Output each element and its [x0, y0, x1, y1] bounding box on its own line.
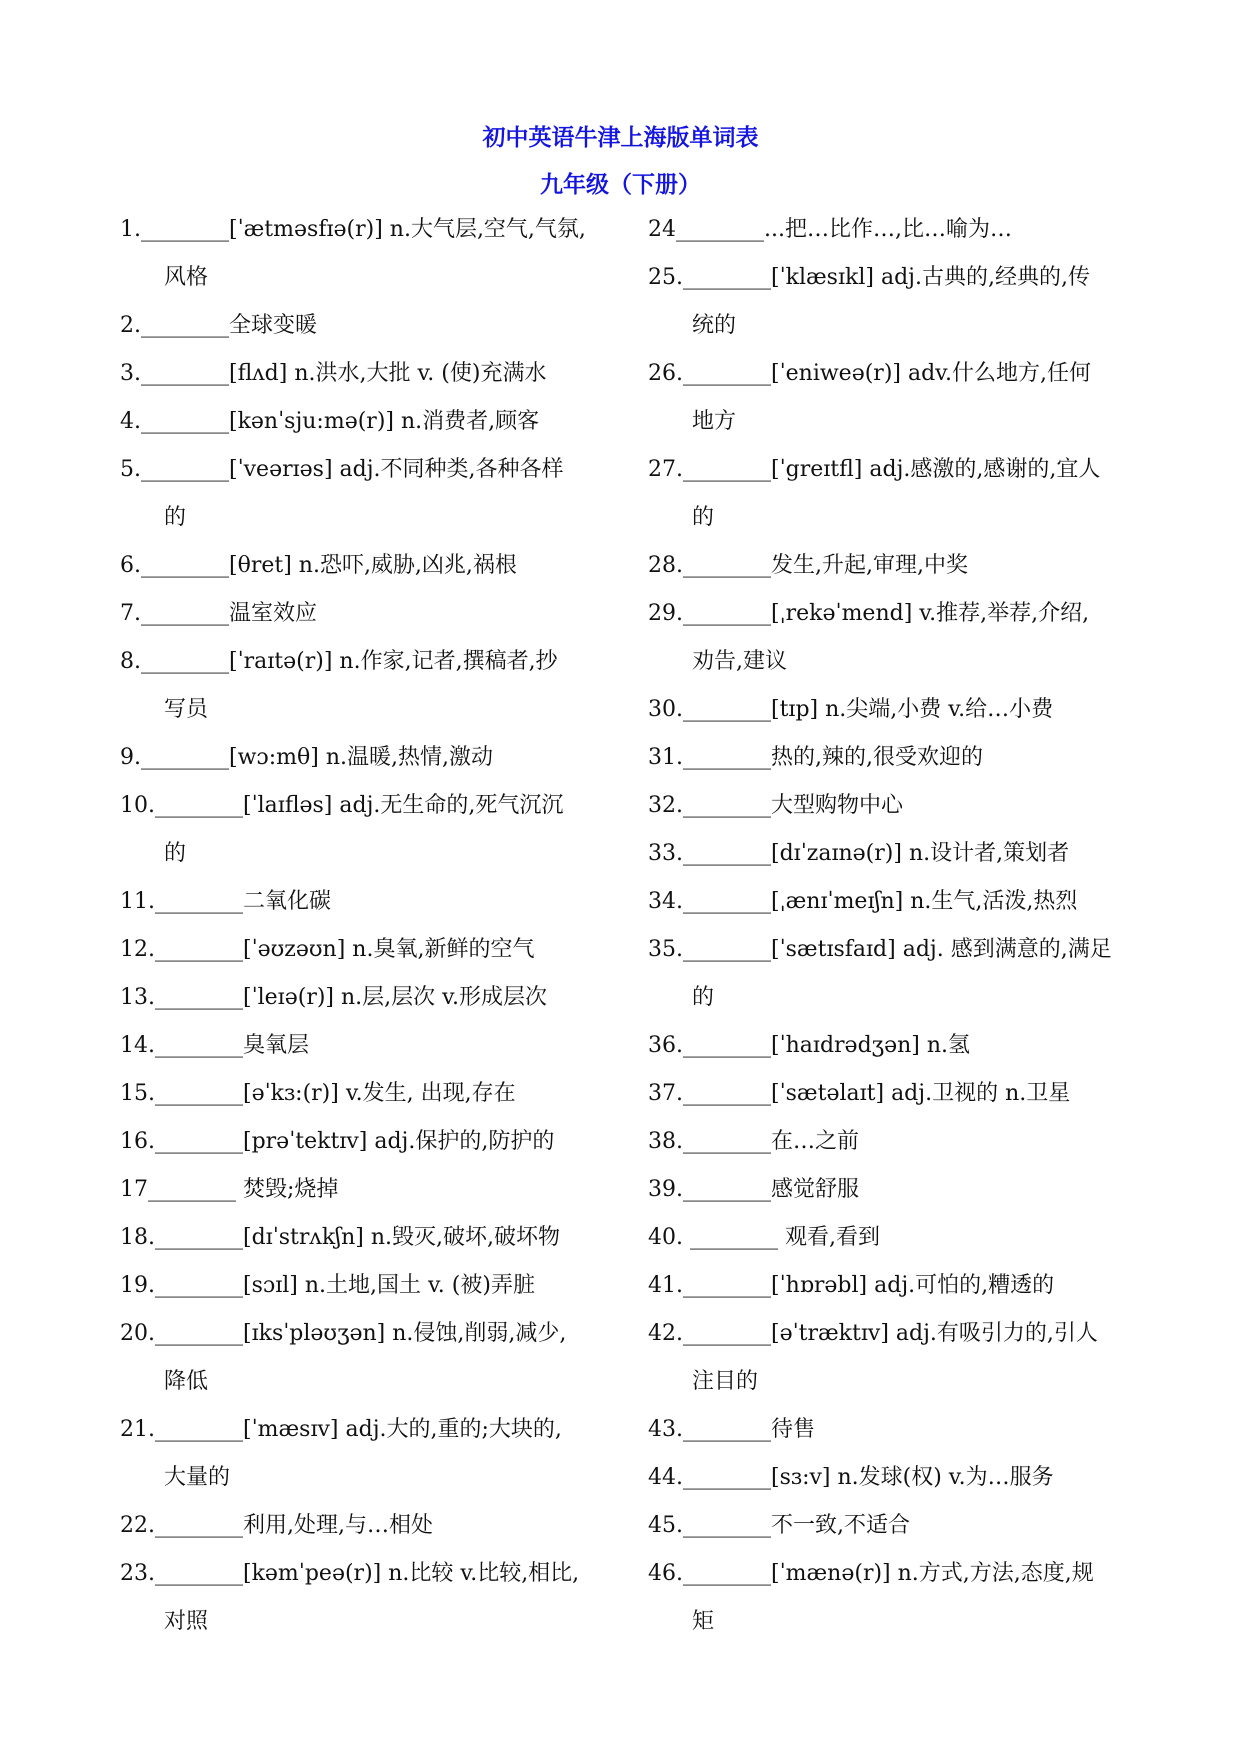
answer-blank: ________ [155, 1417, 243, 1442]
vocab-number: 1. [120, 217, 141, 242]
vocab-definition: [ˌrekəˈmend] v.推荐,举荐,介绍, [771, 601, 1090, 626]
vocab-line [120, 1550, 610, 1598]
vocab-entry [120, 350, 610, 398]
vocab-entry [648, 734, 1138, 782]
answer-blank: ________ [155, 1513, 243, 1538]
vocab-line [120, 1262, 610, 1310]
vocab-definition: [ˈveərɪəs] adj.不同种类,各种各样 [229, 457, 564, 482]
answer-blank: ________ [683, 601, 771, 626]
vocab-number: 30. [648, 697, 683, 722]
vocab-definition: [sɜ:v] n.发球(权) v.为…服务 [771, 1465, 1054, 1490]
vocab-line [120, 974, 610, 1022]
vocab-line [648, 254, 1138, 302]
vocab-entry [648, 1262, 1138, 1310]
vocab-number: 20. [120, 1321, 155, 1346]
vocab-line [648, 1022, 1138, 1070]
vocab-number: 4. [120, 409, 141, 434]
vocab-number: 14. [120, 1033, 155, 1058]
vocab-definition: [ˈraɪtə(r)] n.作家,记者,撰稿者,抄 [229, 649, 558, 674]
vocab-definition-continued: 矩 [692, 1609, 715, 1634]
answer-blank: ________ [683, 1321, 771, 1346]
vocab-line [120, 398, 610, 446]
answer-blank: ________ [683, 1465, 771, 1490]
answer-blank: ________ [683, 553, 771, 578]
vocab-line [120, 734, 610, 782]
answer-blank: ________ [155, 1273, 243, 1298]
vocab-definition-continued: 的 [692, 505, 715, 530]
vocab-entry [648, 782, 1138, 830]
vocab-entry [648, 542, 1138, 590]
vocab-definition-continued: 劝告,建议 [692, 649, 787, 674]
vocab-line [648, 206, 1138, 254]
vocab-entry [120, 1310, 610, 1406]
vocab-line [120, 542, 610, 590]
vocab-number: 25. [648, 265, 683, 290]
answer-blank: ________ [683, 841, 771, 866]
answer-blank: ________ [683, 1513, 771, 1538]
vocab-entry [120, 446, 610, 542]
vocab-definition: [ˈmænə(r)] n.方式,方法,态度,规 [771, 1561, 1094, 1586]
vocab-line [648, 1406, 1138, 1454]
vocab-entry [648, 254, 1138, 350]
vocab-entry [648, 686, 1138, 734]
answer-blank: ________ [676, 217, 764, 242]
vocab-entry [648, 878, 1138, 926]
vocab-line [648, 830, 1138, 878]
answer-blank: ________ [689, 1225, 778, 1250]
vocab-entry [120, 878, 610, 926]
vocab-line [120, 638, 610, 686]
vocab-line [120, 1214, 610, 1262]
vocab-definition: [wɔ:mθ] n.温暖,热情,激动 [229, 745, 493, 770]
vocab-line [648, 1166, 1138, 1214]
vocab-definition: [flʌd] n.洪水,大批 v. (使)充满水 [229, 361, 547, 386]
vocab-line [120, 590, 610, 638]
answer-blank: ________ [683, 889, 771, 914]
right-column [648, 206, 1138, 1646]
document-title: 初中英语牛津上海版单词表 [482, 125, 759, 151]
answer-blank: ________ [683, 361, 771, 386]
vocab-number: 18. [120, 1225, 155, 1250]
answer-blank: ________ [141, 601, 229, 626]
answer-blank: ________ [155, 1033, 243, 1058]
vocab-entry [120, 542, 610, 590]
vocab-definition: 全球变暖 [229, 313, 318, 338]
vocab-definition: 不一致,不适合 [771, 1513, 910, 1538]
vocab-entry [120, 206, 610, 302]
vocab-line [120, 1310, 610, 1358]
vocab-definition: [ˈsætɪsfaɪd] adj. 感到满意的,满足 [771, 937, 1112, 962]
vocab-definition: [dɪˈstrʌkʃn] n.毁灭,破坏,破坏物 [243, 1225, 561, 1250]
vocab-number: 27. [648, 457, 683, 482]
answer-blank: ________ [141, 361, 229, 386]
vocab-definition: [ˈmæsɪv] adj.大的,重的;大块的, [243, 1417, 562, 1442]
vocab-entry [120, 974, 610, 1022]
vocab-entry [648, 350, 1138, 446]
answer-blank: ________ [141, 409, 229, 434]
vocab-number: 41. [648, 1273, 683, 1298]
vocab-definition: [əˈkɜ:(r)] v.发生, 出现,存在 [243, 1081, 516, 1106]
vocab-entry [120, 1166, 610, 1214]
vocab-line [120, 1406, 610, 1454]
vocab-number: 13. [120, 985, 155, 1010]
vocab-number: 23. [120, 1561, 155, 1586]
answer-blank: ________ [683, 793, 771, 818]
vocab-entry [120, 1406, 610, 1502]
vocab-number: 31. [648, 745, 683, 770]
answer-blank: ________ [683, 1417, 771, 1442]
answer-blank: ________ [141, 553, 229, 578]
vocab-definition: [ˌænɪˈmeɪʃn] n.生气,活泼,热烈 [771, 889, 1078, 914]
vocab-number: 35. [648, 937, 683, 962]
vocab-definition: 大型购物中心 [771, 793, 904, 818]
vocab-definition: 利用,处理,与…相处 [243, 1513, 433, 1538]
vocab-definition: [dɪˈzaɪnə(r)] n.设计者,策划者 [771, 841, 1070, 866]
vocab-definition: [prəˈtektɪv] adj.保护的,防护的 [243, 1129, 555, 1154]
vocab-definition: [ˈhaɪdrədʒən] n.氢 [771, 1033, 970, 1058]
vocab-line [648, 1070, 1138, 1118]
answer-blank: ________ [155, 1081, 243, 1106]
vocab-line [648, 1550, 1138, 1598]
vocab-definition: 焚毁;烧掉 [236, 1177, 339, 1202]
vocab-entry [648, 1550, 1138, 1646]
answer-blank: ________ [683, 745, 771, 770]
vocab-definition-continued: 大量的 [164, 1465, 231, 1490]
vocab-entry [648, 1454, 1138, 1502]
vocab-line [120, 1502, 610, 1550]
answer-blank: ________ [683, 1081, 771, 1106]
vocab-line [120, 1022, 610, 1070]
vocab-definition: [ˈgreɪtfl] adj.感激的,感谢的,宜人 [771, 457, 1101, 482]
vocab-entry [120, 1262, 610, 1310]
answer-blank: ________ [141, 457, 229, 482]
vocab-number: 15. [120, 1081, 155, 1106]
vocab-definition: ...把…比作…,比…喻为… [764, 217, 1012, 242]
vocab-line [120, 206, 610, 254]
answer-blank: ________ [683, 937, 771, 962]
answer-blank: ________ [141, 649, 229, 674]
answer-blank: ________ [148, 1177, 236, 1202]
vocab-entry [120, 1550, 610, 1646]
vocab-entry [120, 734, 610, 782]
vocab-entry [648, 1502, 1138, 1550]
answer-blank: ________ [155, 793, 243, 818]
vocab-number: 5. [120, 457, 141, 482]
vocab-entry [120, 1214, 610, 1262]
vocab-definition: [kəmˈpeə(r)] n.比较 v.比较,相比, [243, 1561, 580, 1586]
vocab-definition-continued: 的 [164, 505, 187, 530]
vocab-number: 37. [648, 1081, 683, 1106]
answer-blank: ________ [683, 1129, 771, 1154]
answer-blank: ________ [155, 985, 243, 1010]
answer-blank: ________ [683, 697, 771, 722]
answer-blank: ________ [155, 1321, 243, 1346]
vocab-line [120, 446, 610, 494]
vocab-entry [648, 926, 1138, 1022]
vocab-line [120, 1118, 610, 1166]
vocab-number: 26. [648, 361, 683, 386]
vocab-line [648, 1502, 1138, 1550]
vocab-line [648, 878, 1138, 926]
left-column [120, 206, 610, 1646]
vocab-line [648, 1262, 1138, 1310]
answer-blank: ________ [683, 457, 771, 482]
vocab-entry [648, 1022, 1138, 1070]
vocab-definition-continued: 降低 [164, 1369, 209, 1394]
vocab-definition: [kənˈsju:mə(r)] n.消费者,顾客 [229, 409, 540, 434]
vocab-number: 29. [648, 601, 683, 626]
vocab-number: 7. [120, 601, 141, 626]
vocab-line [648, 782, 1138, 830]
vocab-entry [648, 590, 1138, 686]
answer-blank: ________ [683, 1273, 771, 1298]
vocab-line [648, 446, 1138, 494]
vocab-definition: 温室效应 [229, 601, 318, 626]
vocab-definition: [əˈtræktɪv] adj.有吸引力的,引人 [771, 1321, 1098, 1346]
vocab-entry [120, 782, 610, 878]
vocab-number: 39. [648, 1177, 683, 1202]
vocab-definition: [sɔɪl] n.土地,国土 v. (被)弄脏 [243, 1273, 535, 1298]
vocab-number: 44. [648, 1465, 683, 1490]
vocab-line [648, 350, 1138, 398]
vocab-line [648, 1118, 1138, 1166]
vocab-entry [648, 1070, 1138, 1118]
vocab-number: 10. [120, 793, 155, 818]
answer-blank: ________ [155, 889, 243, 914]
answer-blank: ________ [683, 265, 771, 290]
vocab-line [648, 686, 1138, 734]
vocab-number: 28. [648, 553, 683, 578]
vocab-definition-continued: 注目的 [692, 1369, 759, 1394]
vocab-definition: 待售 [771, 1417, 816, 1442]
vocab-line [120, 350, 610, 398]
vocab-number: 33. [648, 841, 683, 866]
vocab-line [120, 926, 610, 974]
vocab-definition: 热的,辣的,很受欢迎的 [771, 745, 983, 770]
vocab-number: 11. [120, 889, 155, 914]
vocab-line [648, 734, 1138, 782]
vocab-number: 24 [648, 217, 676, 242]
vocab-line [648, 1454, 1138, 1502]
vocab-line [648, 542, 1138, 590]
vocab-line [120, 1166, 610, 1214]
vocab-definition-continued: 风格 [164, 265, 209, 290]
vocab-number: 16. [120, 1129, 155, 1154]
vocab-number: 12. [120, 937, 155, 962]
vocab-definition-continued: 对照 [164, 1609, 209, 1634]
vocab-number: 22. [120, 1513, 155, 1538]
vocab-definition: 在…之前 [771, 1129, 860, 1154]
vocab-entry [648, 1214, 1138, 1262]
vocab-line [648, 1310, 1138, 1358]
vocab-line [120, 1070, 610, 1118]
vocab-entry [120, 926, 610, 974]
vocab-line [120, 878, 610, 926]
vocab-definition: 发生,升起,审理,中奖 [771, 553, 968, 578]
answer-blank: ________ [683, 1177, 771, 1202]
vocab-definition: 臭氧层 [243, 1033, 310, 1058]
answer-blank: ________ [683, 1033, 771, 1058]
vocab-entry [120, 398, 610, 446]
vocab-number: 38. [648, 1129, 683, 1154]
answer-blank: ________ [141, 217, 229, 242]
vocab-entry [648, 1166, 1138, 1214]
vocab-number: 8. [120, 649, 141, 674]
vocab-definition-continued: 写员 [164, 697, 209, 722]
vocab-definition-continued: 地方 [692, 409, 737, 434]
vocab-number: 34. [648, 889, 683, 914]
vocab-definition: [ɪksˈpləʊʒən] n.侵蚀,削弱,减少, [243, 1321, 567, 1346]
vocab-definition: [ˈsætəlaɪt] adj.卫视的 n.卫星 [771, 1081, 1071, 1106]
vocab-definition: [θret] n.恐吓,威胁,凶兆,祸根 [229, 553, 517, 578]
vocab-definition: [ˈəʊzəʊn] n.臭氧,新鲜的空气 [243, 937, 535, 962]
vocab-number: 45. [648, 1513, 683, 1538]
vocab-number: 17 [120, 1177, 148, 1202]
vocab-definition-continued: 的 [164, 841, 187, 866]
vocab-number: 32. [648, 793, 683, 818]
vocab-number: 36. [648, 1033, 683, 1058]
vocab-entry [120, 1502, 610, 1550]
answer-blank: ________ [141, 313, 229, 338]
vocab-number: 9. [120, 745, 141, 770]
answer-blank: ________ [683, 1561, 771, 1586]
vocab-definition: 观看,看到 [777, 1225, 880, 1250]
vocab-entry [648, 1118, 1138, 1166]
vocab-entry [120, 590, 610, 638]
vocab-entry [648, 1310, 1138, 1406]
vocab-entry [648, 446, 1138, 542]
answer-blank: ________ [155, 937, 243, 962]
vocab-definition: [ˈhɒrəbl] adj.可怕的,糟透的 [771, 1273, 1055, 1298]
vocab-definition: [ˈlaɪfləs] adj.无生命的,死气沉沉 [243, 793, 564, 818]
vocab-number: 42. [648, 1321, 683, 1346]
vocab-definition: [ˈleɪə(r)] n.层,层次 v.形成层次 [243, 985, 547, 1010]
vocab-entry [120, 638, 610, 734]
answer-blank: ________ [155, 1561, 243, 1586]
vocab-entry [120, 1022, 610, 1070]
vocab-definition: 感觉舒服 [771, 1177, 860, 1202]
vocab-line [648, 926, 1138, 974]
vocab-number: 21. [120, 1417, 155, 1442]
answer-blank: ________ [155, 1225, 243, 1250]
vocab-definition-continued: 统的 [692, 313, 737, 338]
vocab-number: 40. [648, 1225, 690, 1250]
vocab-definition: [ˈklæsɪkl] adj.古典的,经典的,传 [771, 265, 1090, 290]
vocab-definition: [tɪp] n.尖端,小费 v.给…小费 [771, 697, 1054, 722]
vocab-definition: 二氧化碳 [243, 889, 332, 914]
vocab-line [648, 590, 1138, 638]
vocab-entry [648, 206, 1138, 254]
vocab-definition: [ˈætməsfɪə(r)] n.大气层,空气,气氛, [229, 217, 586, 242]
vocab-entry [120, 1070, 610, 1118]
vocab-line [648, 1214, 1138, 1262]
vocab-line [120, 302, 610, 350]
vocab-number: 3. [120, 361, 141, 386]
vocab-definition-continued: 的 [692, 985, 715, 1010]
vocab-number: 19. [120, 1273, 155, 1298]
vocab-definition: [ˈeniweə(r)] adv.什么地方,任何 [771, 361, 1091, 386]
vocab-entry [648, 830, 1138, 878]
document-subtitle: 九年级（下册） [540, 172, 701, 198]
answer-blank: ________ [155, 1129, 243, 1154]
answer-blank: ________ [141, 745, 229, 770]
vocab-entry [120, 302, 610, 350]
vocab-number: 2. [120, 313, 141, 338]
vocab-entry [648, 1406, 1138, 1454]
vocab-number: 43. [648, 1417, 683, 1442]
vocab-entry [120, 1118, 610, 1166]
vocab-number: 46. [648, 1561, 683, 1586]
vocab-line [120, 782, 610, 830]
vocab-number: 6. [120, 553, 141, 578]
